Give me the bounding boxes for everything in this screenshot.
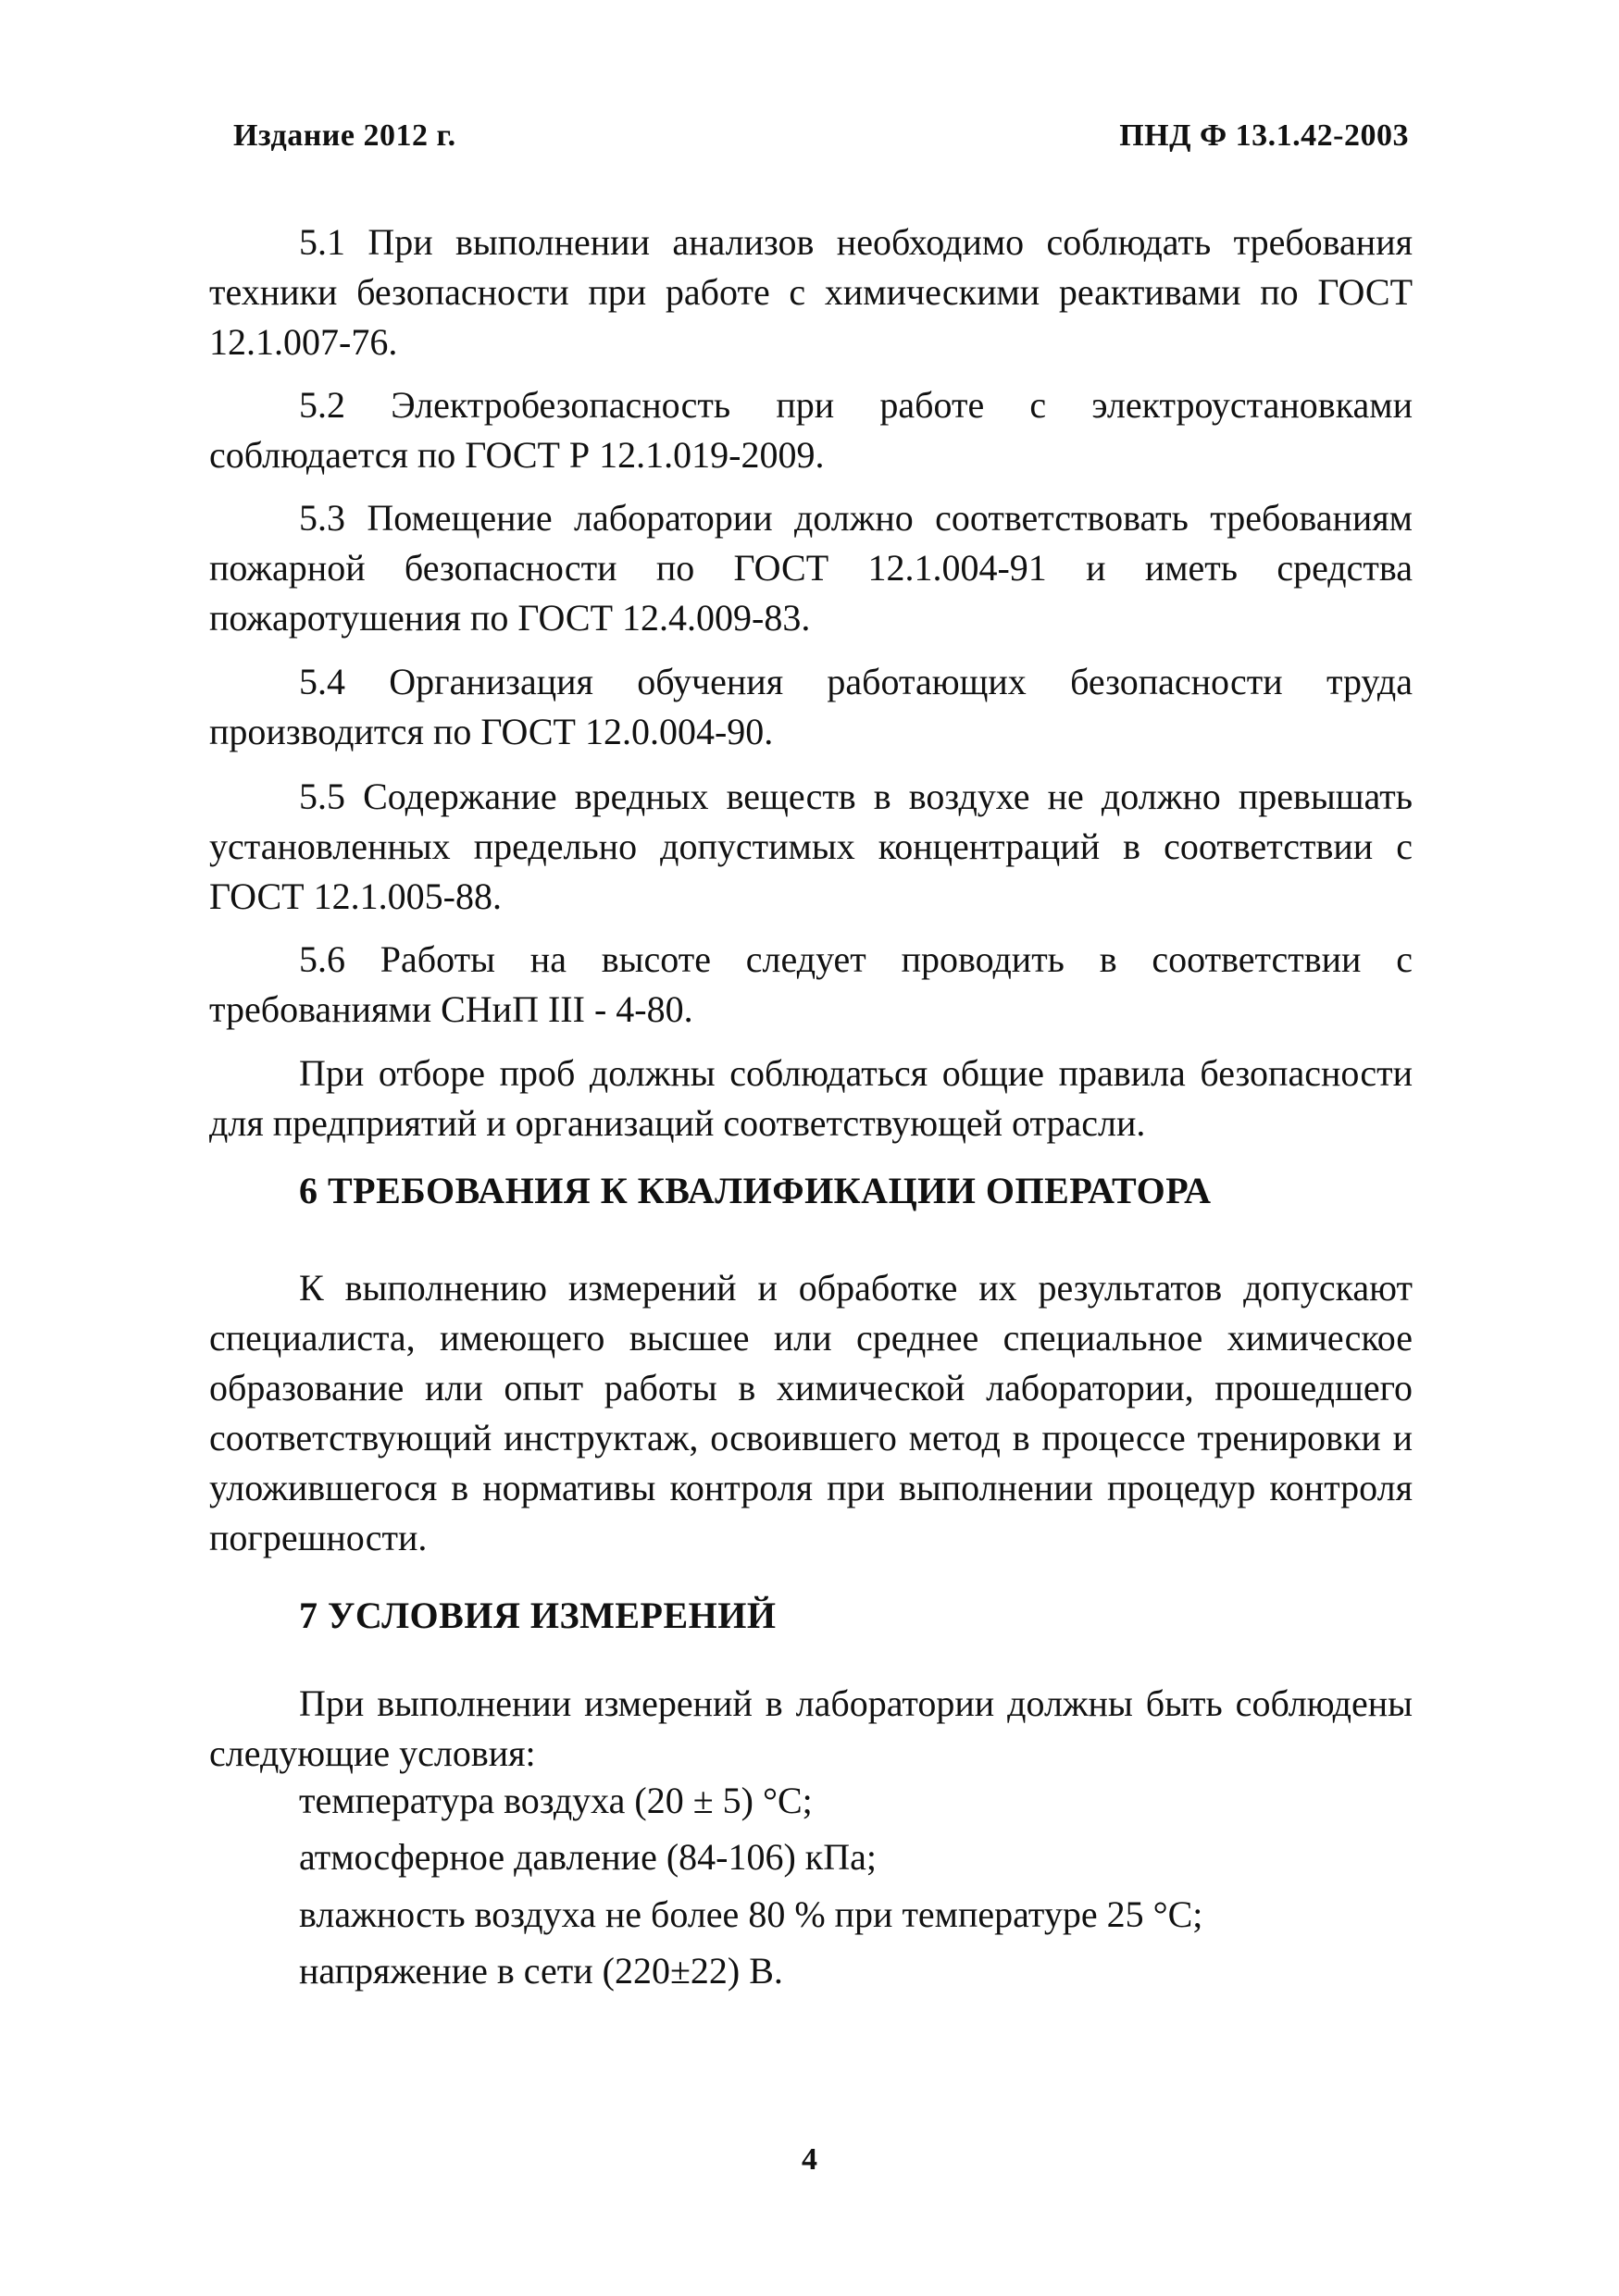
section-6-title: 6 ТРЕБОВАНИЯ К КВАЛИФИКАЦИИ ОПЕРАТОРА — [299, 1170, 1212, 1211]
condition-voltage: напряжение в сети (220±22) В. — [299, 1950, 783, 1992]
paragraph-5-6: 5.6 Работы на высоте следует проводить в соответствии с требованиями СНиП III - 4-80. — [209, 938, 1413, 1030]
condition-temperature: температура воздуха (20 ± 5) °С; — [299, 1780, 813, 1821]
section-7-title: 7 УСЛОВИЯ ИЗМЕРЕНИЙ — [299, 1595, 777, 1636]
condition-pressure: атмосферное давление (84-106) кПа; — [299, 1836, 877, 1878]
paragraph-5-4: 5.4 Организация обучения работающих безопасности труда производится по ГОСТ 12.0.004-90. — [209, 661, 1413, 752]
paragraph-5-1: 5.1 При выполнении анализов необходимо соблюдать требования техники безопасности при работе с химическими реактивами по ГОСТ 12.1.007-76. — [209, 221, 1413, 363]
paragraph-safety-sampling: При отборе проб должны соблюдаться общие правила безопасности для предприятий и организаций соответствующей отрасли. — [209, 1052, 1413, 1144]
page-number: 4 — [802, 2142, 817, 2177]
paragraph-5-2: 5.2 Электробезопасность при работе с электроустановками соблюдается по ГОСТ Р 12.1.019-2009. — [209, 384, 1413, 476]
paragraph-5-3: 5.3 Помещение лаборатории должно соответствовать требованиям пожарной безопасности по ГОСТ 12.1.004-91 и иметь средства пожаротушения по ГОСТ 12.4.009-83. — [209, 497, 1413, 639]
paragraph-7-intro: При выполнении измерений в лаборатории должны быть соблюдены следующие условия: — [209, 1682, 1413, 1774]
condition-humidity: влажность воздуха не более 80 % при температуре 25 °С; — [299, 1893, 1203, 1935]
paragraph-6-1: К выполнению измерений и обработке их результатов допускают специалиста, имеющего высшее или среднее специальное химическое образование или опыт работы в химической лаборатории, прошедшего соответствующий инструктаж, освоившего метод в процессе тренировки и уложившегося в нормативы контроля при выполнении процедур контроля погрешности. — [209, 1267, 1413, 1558]
edition-label: Издание 2012 г. — [233, 118, 456, 153]
document-code: ПНД Ф 13.1.42-2003 — [1119, 118, 1409, 153]
paragraph-5-5: 5.5 Содержание вредных веществ в воздухе не должно превышать установленных предельно допустимых концентраций в соответствии с ГОСТ 12.1.005-88. — [209, 776, 1413, 917]
